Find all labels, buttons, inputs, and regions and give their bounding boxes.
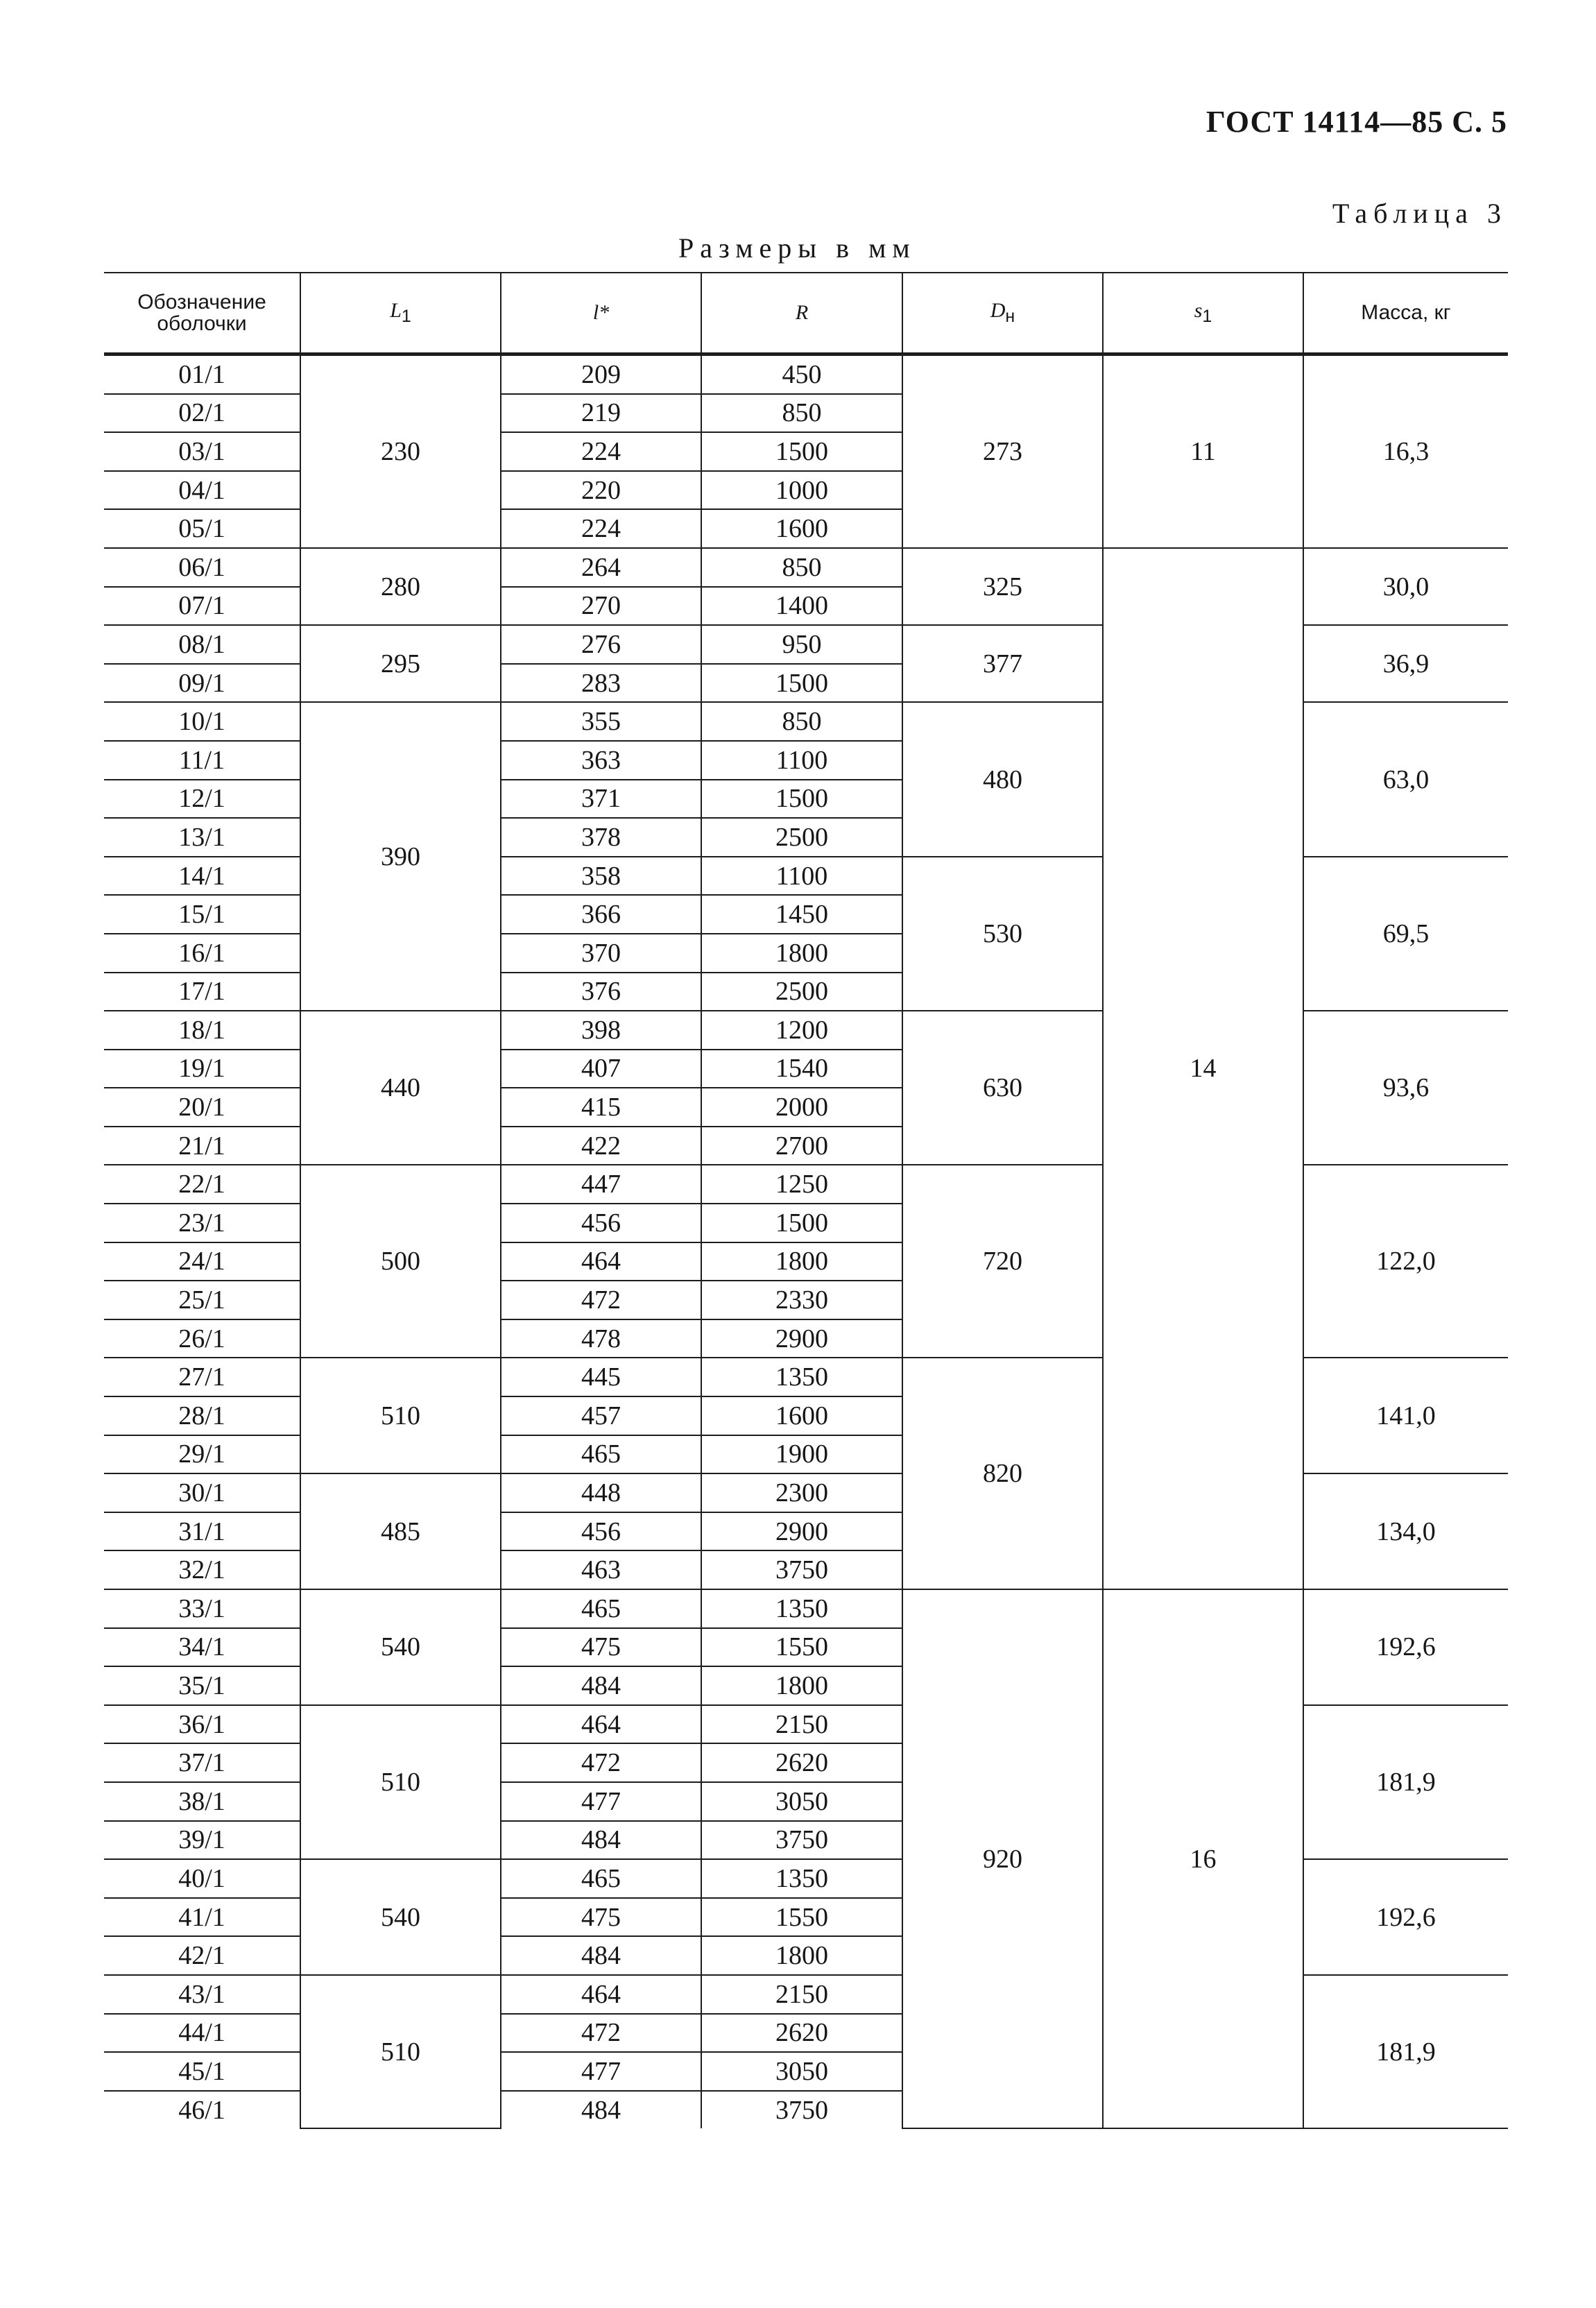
mass-cell: 134,0 bbox=[1303, 1473, 1508, 1589]
mass-cell: 192,6 bbox=[1303, 1859, 1508, 1975]
l-cell: 465 bbox=[501, 1589, 701, 1628]
designation-cell: 17/1 bbox=[104, 973, 300, 1011]
L1-cell: 390 bbox=[300, 702, 501, 1011]
R-cell: 1350 bbox=[701, 1589, 902, 1628]
designation-cell: 10/1 bbox=[104, 702, 300, 741]
designation-cell: 20/1 bbox=[104, 1088, 300, 1127]
l-cell: 456 bbox=[501, 1204, 701, 1242]
mass-cell: 122,0 bbox=[1303, 1165, 1508, 1358]
table-row bbox=[104, 354, 1508, 394]
column-header-l: l* bbox=[501, 273, 701, 354]
l-cell: 415 bbox=[501, 1088, 701, 1127]
table-row bbox=[104, 1589, 1508, 1628]
l-cell: 363 bbox=[501, 741, 701, 780]
Dn-cell: 325 bbox=[902, 548, 1103, 625]
designation-cell: 39/1 bbox=[104, 1821, 300, 1860]
designation-cell: 14/1 bbox=[104, 857, 300, 896]
l-cell: 456 bbox=[501, 1512, 701, 1551]
designation-cell: 03/1 bbox=[104, 432, 300, 471]
designation-cell: 13/1 bbox=[104, 818, 300, 857]
R-cell: 1400 bbox=[701, 587, 902, 626]
designation-cell: 07/1 bbox=[104, 587, 300, 626]
Dn-cell: 377 bbox=[902, 625, 1103, 702]
mass-cell: 63,0 bbox=[1303, 702, 1508, 856]
l-cell: 477 bbox=[501, 1782, 701, 1821]
mass-cell: 36,9 bbox=[1303, 625, 1508, 702]
R-cell: 1250 bbox=[701, 1165, 902, 1204]
mass-cell: 30,0 bbox=[1303, 548, 1508, 625]
l-cell: 445 bbox=[501, 1358, 701, 1396]
l-cell: 484 bbox=[501, 1936, 701, 1975]
designation-cell: 02/1 bbox=[104, 394, 300, 433]
R-cell: 1800 bbox=[701, 1936, 902, 1975]
designation-cell: 08/1 bbox=[104, 625, 300, 664]
l-cell: 270 bbox=[501, 587, 701, 626]
l-cell: 224 bbox=[501, 509, 701, 548]
l-cell: 376 bbox=[501, 973, 701, 1011]
designation-cell: 29/1 bbox=[104, 1435, 300, 1474]
l-cell: 378 bbox=[501, 818, 701, 857]
designation-cell: 05/1 bbox=[104, 509, 300, 548]
designation-cell: 30/1 bbox=[104, 1473, 300, 1512]
designation-cell: 43/1 bbox=[104, 1975, 300, 2014]
designation-cell: 34/1 bbox=[104, 1628, 300, 1667]
designation-cell: 40/1 bbox=[104, 1859, 300, 1898]
R-cell: 3050 bbox=[701, 1782, 902, 1821]
Dn-cell: 720 bbox=[902, 1165, 1103, 1358]
R-cell: 2620 bbox=[701, 2014, 902, 2053]
designation-cell: 25/1 bbox=[104, 1281, 300, 1319]
l-cell: 475 bbox=[501, 1628, 701, 1667]
R-cell: 1500 bbox=[701, 432, 902, 471]
designation-cell: 28/1 bbox=[104, 1396, 300, 1435]
l-cell: 477 bbox=[501, 2052, 701, 2091]
R-cell: 1450 bbox=[701, 895, 902, 934]
dimensions-table bbox=[104, 272, 1508, 2129]
Dn-cell: 630 bbox=[902, 1011, 1103, 1165]
units-label: Размеры в мм bbox=[678, 232, 916, 264]
R-cell: 2150 bbox=[701, 1705, 902, 1744]
L1-cell: 280 bbox=[300, 548, 501, 625]
designation-cell: 24/1 bbox=[104, 1242, 300, 1281]
designation-cell: 44/1 bbox=[104, 2014, 300, 2053]
L1-cell: 440 bbox=[300, 1011, 501, 1165]
Dn-cell: 530 bbox=[902, 857, 1103, 1011]
l-cell: 398 bbox=[501, 1011, 701, 1050]
Dn-cell: 480 bbox=[902, 702, 1103, 856]
R-cell: 1800 bbox=[701, 1242, 902, 1281]
l-cell: 463 bbox=[501, 1550, 701, 1589]
l-cell: 472 bbox=[501, 2014, 701, 2053]
designation-cell: 38/1 bbox=[104, 1782, 300, 1821]
l-cell: 484 bbox=[501, 1666, 701, 1705]
R-cell: 2000 bbox=[701, 1088, 902, 1127]
designation-cell: 45/1 bbox=[104, 2052, 300, 2091]
l-cell: 370 bbox=[501, 934, 701, 973]
R-cell: 1800 bbox=[701, 1666, 902, 1705]
L1-cell: 510 bbox=[300, 1975, 501, 2128]
l-cell: 422 bbox=[501, 1127, 701, 1165]
Dn-cell: 920 bbox=[902, 1589, 1103, 2128]
R-cell: 850 bbox=[701, 702, 902, 741]
R-cell: 850 bbox=[701, 548, 902, 587]
l-cell: 465 bbox=[501, 1859, 701, 1898]
L1-cell: 295 bbox=[300, 625, 501, 702]
l-cell: 264 bbox=[501, 548, 701, 587]
L1-cell: 540 bbox=[300, 1859, 501, 1975]
l-cell: 448 bbox=[501, 1473, 701, 1512]
R-cell: 1350 bbox=[701, 1358, 902, 1396]
designation-cell: 46/1 bbox=[178, 2095, 225, 2125]
s1-cell: 11 bbox=[1103, 354, 1303, 548]
column-header-mass: Масса, кг bbox=[1303, 273, 1508, 354]
R-cell: 2500 bbox=[701, 973, 902, 1011]
L1-cell: 230 bbox=[300, 354, 501, 548]
l-cell: 465 bbox=[501, 1435, 701, 1474]
R-cell: 3750 bbox=[701, 1550, 902, 1589]
R-cell: 1600 bbox=[701, 1396, 902, 1435]
R-cell: 1600 bbox=[701, 509, 902, 548]
R-cell: 2500 bbox=[701, 818, 902, 857]
l-cell: 464 bbox=[501, 1705, 701, 1744]
l-cell: 472 bbox=[501, 1281, 701, 1319]
R-cell: 1550 bbox=[701, 1898, 902, 1937]
Dn-cell: 820 bbox=[902, 1358, 1103, 1589]
table-label: Таблица 3 bbox=[1332, 198, 1507, 229]
designation-cell: 36/1 bbox=[104, 1705, 300, 1744]
designation-cell: 31/1 bbox=[104, 1512, 300, 1551]
l-cell: 407 bbox=[501, 1050, 701, 1088]
R-cell: 2900 bbox=[701, 1512, 902, 1551]
l-cell: 464 bbox=[501, 1975, 701, 2014]
R-cell: 450 bbox=[701, 354, 902, 394]
designation-cell: 23/1 bbox=[104, 1204, 300, 1242]
R-cell: 1800 bbox=[701, 934, 902, 973]
R-cell: 850 bbox=[701, 394, 902, 433]
mass-cell: 16,3 bbox=[1303, 354, 1508, 548]
l-cell: 366 bbox=[501, 895, 701, 934]
Dn-cell: 273 bbox=[902, 354, 1103, 548]
l-cell: 209 bbox=[501, 354, 701, 394]
R-cell: 2620 bbox=[701, 1743, 902, 1782]
R-cell: 2300 bbox=[701, 1473, 902, 1512]
designation-cell: 04/1 bbox=[104, 471, 300, 510]
R-cell: 1500 bbox=[701, 780, 902, 819]
l-cell: 457 bbox=[501, 1396, 701, 1435]
l-cell: 475 bbox=[501, 1898, 701, 1937]
designation-cell: 01/1 bbox=[104, 354, 300, 394]
R-cell: 3750 bbox=[701, 1821, 902, 1860]
designation-cell: 42/1 bbox=[104, 1936, 300, 1975]
R-cell: 1350 bbox=[701, 1859, 902, 1898]
L1-cell: 485 bbox=[300, 1473, 501, 1589]
designation-cell: 19/1 bbox=[104, 1050, 300, 1088]
column-header-Dn: $D_н$ bbox=[902, 273, 1103, 354]
l-cell: 447 bbox=[501, 1165, 701, 1204]
s1-cell: 16 bbox=[1103, 1589, 1303, 2128]
l-cell: 484 bbox=[501, 2091, 701, 2129]
table-row bbox=[104, 548, 1508, 587]
designation-cell: 06/1 bbox=[104, 548, 300, 587]
designation-cell: 35/1 bbox=[104, 1666, 300, 1705]
R-cell: 2330 bbox=[701, 1281, 902, 1319]
l-cell: 355 bbox=[501, 702, 701, 741]
L1-cell: 510 bbox=[300, 1705, 501, 1859]
designation-cell: 26/1 bbox=[104, 1319, 300, 1358]
l-cell: 220 bbox=[501, 471, 701, 510]
R-cell: 1900 bbox=[701, 1435, 902, 1474]
designation-cell: 37/1 bbox=[104, 1743, 300, 1782]
designation-cell: 33/1 bbox=[104, 1589, 300, 1628]
R-cell: 2900 bbox=[701, 1319, 902, 1358]
l-cell: 478 bbox=[501, 1319, 701, 1358]
designation-cell: 09/1 bbox=[104, 664, 300, 703]
l-cell: 283 bbox=[501, 664, 701, 703]
R-cell: 1200 bbox=[701, 1011, 902, 1050]
l-cell: 464 bbox=[501, 1242, 701, 1281]
l-cell: 371 bbox=[501, 780, 701, 819]
R-cell: 2700 bbox=[701, 1127, 902, 1165]
l-cell: 472 bbox=[501, 1743, 701, 1782]
R-cell: 3750 bbox=[701, 2091, 902, 2129]
R-cell: 3050 bbox=[701, 2052, 902, 2091]
mass-cell: 181,9 bbox=[1303, 1975, 1508, 2128]
designation-cell: 41/1 bbox=[104, 1898, 300, 1937]
L1-cell: 500 bbox=[300, 1165, 501, 1358]
R-cell: 2150 bbox=[701, 1975, 902, 2014]
mass-cell: 69,5 bbox=[1303, 857, 1508, 1011]
R-cell: 950 bbox=[701, 625, 902, 664]
R-cell: 1500 bbox=[701, 1204, 902, 1242]
designation-cell: 22/1 bbox=[104, 1165, 300, 1204]
designation-cell: 21/1 bbox=[104, 1127, 300, 1165]
L1-cell: 510 bbox=[300, 1358, 501, 1473]
l-cell: 224 bbox=[501, 432, 701, 471]
l-cell: 358 bbox=[501, 857, 701, 896]
column-header-s1: $s_1$ bbox=[1103, 273, 1303, 354]
mass-cell: 141,0 bbox=[1303, 1358, 1508, 1473]
l-cell: 219 bbox=[501, 394, 701, 433]
mass-cell: 181,9 bbox=[1303, 1705, 1508, 1859]
designation-cell: 27/1 bbox=[104, 1358, 300, 1396]
designation-cell: 16/1 bbox=[104, 934, 300, 973]
designation-cell: 32/1 bbox=[104, 1550, 300, 1589]
designation-cell: 15/1 bbox=[104, 895, 300, 934]
designation-cell: 12/1 bbox=[104, 780, 300, 819]
R-cell: 1500 bbox=[701, 664, 902, 703]
document-header: ГОСТ 14114—85 С. 5 bbox=[1205, 105, 1507, 139]
mass-cell: 192,6 bbox=[1303, 1589, 1508, 1705]
R-cell: 1000 bbox=[701, 471, 902, 510]
column-header-designation: Обозначение оболочки bbox=[104, 273, 300, 354]
column-header-R: R bbox=[701, 273, 902, 354]
s1-cell: 14 bbox=[1103, 548, 1303, 1589]
l-cell: 484 bbox=[501, 1821, 701, 1860]
R-cell: 1100 bbox=[701, 741, 902, 780]
R-cell: 1540 bbox=[701, 1050, 902, 1088]
mass-cell: 93,6 bbox=[1303, 1011, 1508, 1165]
column-header-L1: $L_1$ bbox=[300, 273, 501, 354]
table-header-row bbox=[104, 273, 1508, 354]
designation-cell: 18/1 bbox=[104, 1011, 300, 1050]
designation-cell: 11/1 bbox=[104, 741, 300, 780]
table-body bbox=[104, 354, 1508, 2129]
R-cell: 1550 bbox=[701, 1628, 902, 1667]
R-cell: 1100 bbox=[701, 857, 902, 896]
l-cell: 276 bbox=[501, 625, 701, 664]
L1-cell: 540 bbox=[300, 1589, 501, 1705]
